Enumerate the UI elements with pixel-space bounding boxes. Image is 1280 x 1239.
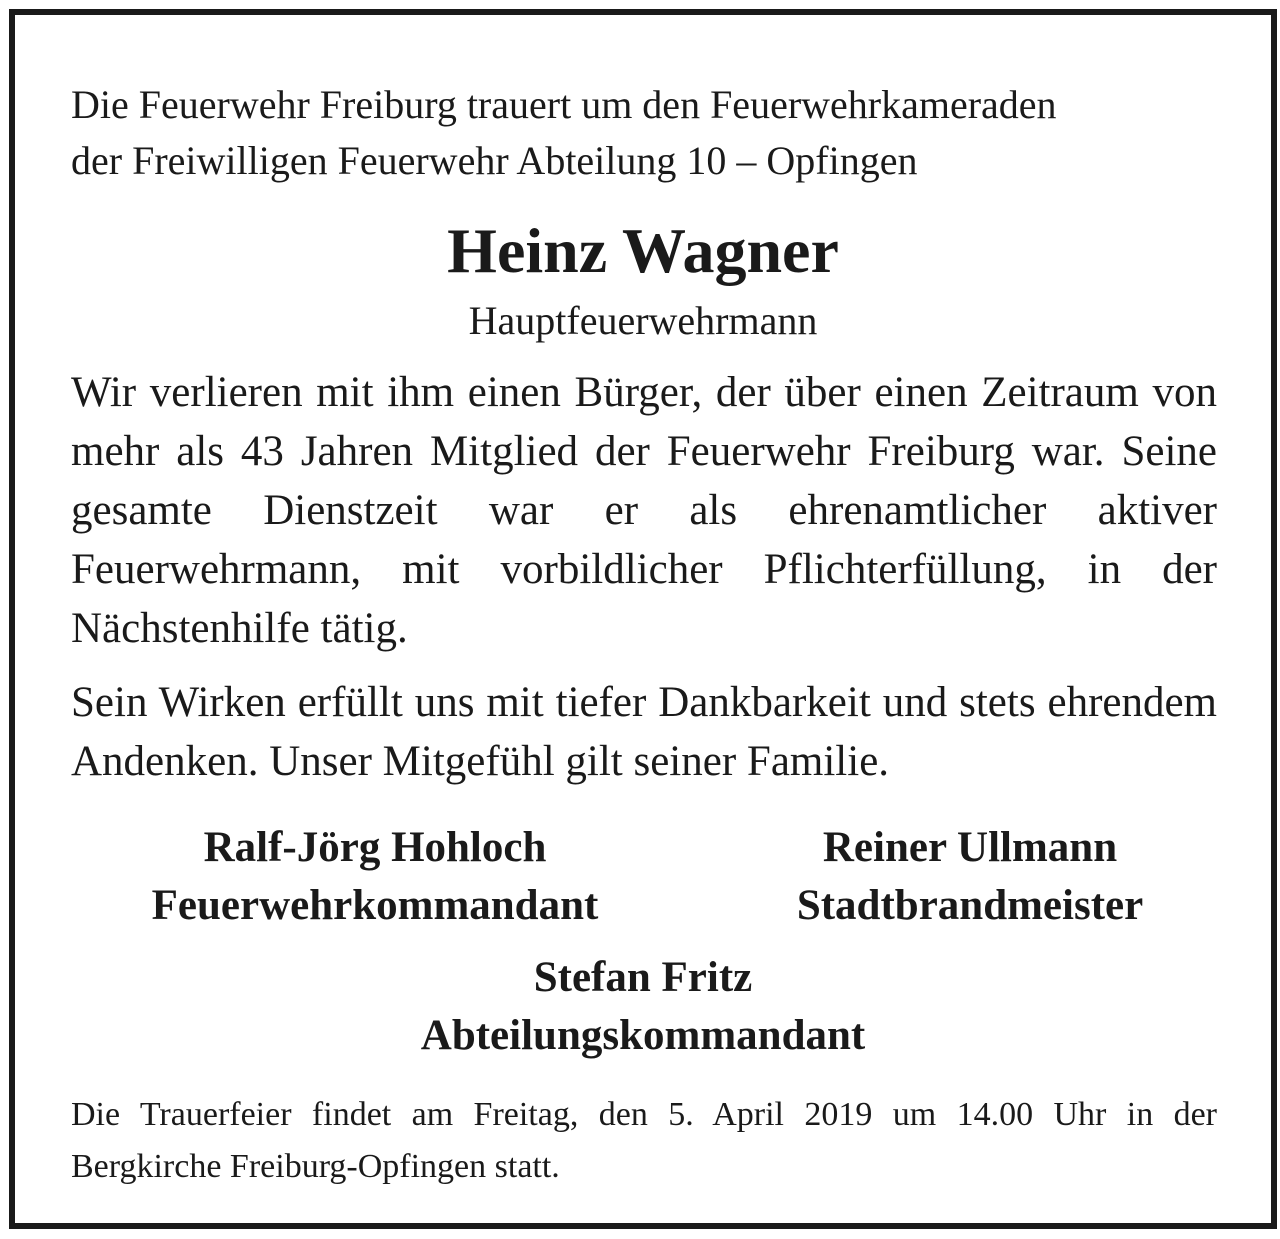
obituary-notice [9, 9, 1277, 1229]
intro-line-2: der Freiwilligen Feuerwehr Abteilung 10 – Opfingen [71, 138, 918, 183]
intro-text [71, 77, 1217, 189]
deceased-name: Heinz Wagner [447, 215, 839, 286]
signatory-title: Abteilungskommandant [420, 1012, 866, 1059]
signatory-1 [75, 819, 675, 935]
intro-line-1: Die Feuerwehr Freiburg trauert um den Feuerwehrkameraden [71, 82, 1057, 127]
signatory-title: Stadtbrandmeister [796, 882, 1144, 929]
funeral-info: Die Trauerfeier findet am Freitag, den 5. April 2019 um 14.00 Uhr in der Bergkirche Freiburg-Opfingen statt. [71, 1096, 1217, 1185]
signatory-name: Reiner Ullmann [822, 824, 1118, 871]
tribute-paragraph-1: Wir verlieren mit ihm einen Bürger, der über einen Zeitraum von mehr als 43 Jahren Mitglied der Feuerwehr Freiburg war. Seine gesamte Dienstzeit war er als ehrenamtlicher aktiver Feuerwehrmann, mit vorbildlicher Pflichterfüllung, in der Nächstenhilfe tätig. [71, 369, 1217, 652]
tribute-paragraph-2: Sein Wirken erfüllt uns mit tiefer Dankbarkeit und stets ehrendem Andenken. Unser Mitgefühl gilt seiner Familie. [71, 679, 1217, 785]
signatory-3 [15, 949, 1271, 1065]
signatory-name: Ralf-Jörg Hohloch [203, 824, 547, 871]
signatory-2 [670, 819, 1270, 935]
signatory-name: Stefan Fritz [533, 954, 753, 1001]
deceased-rank: Hauptfeuerwehrmann [468, 298, 818, 343]
signatory-title: Feuerwehrkommandant [151, 882, 599, 929]
